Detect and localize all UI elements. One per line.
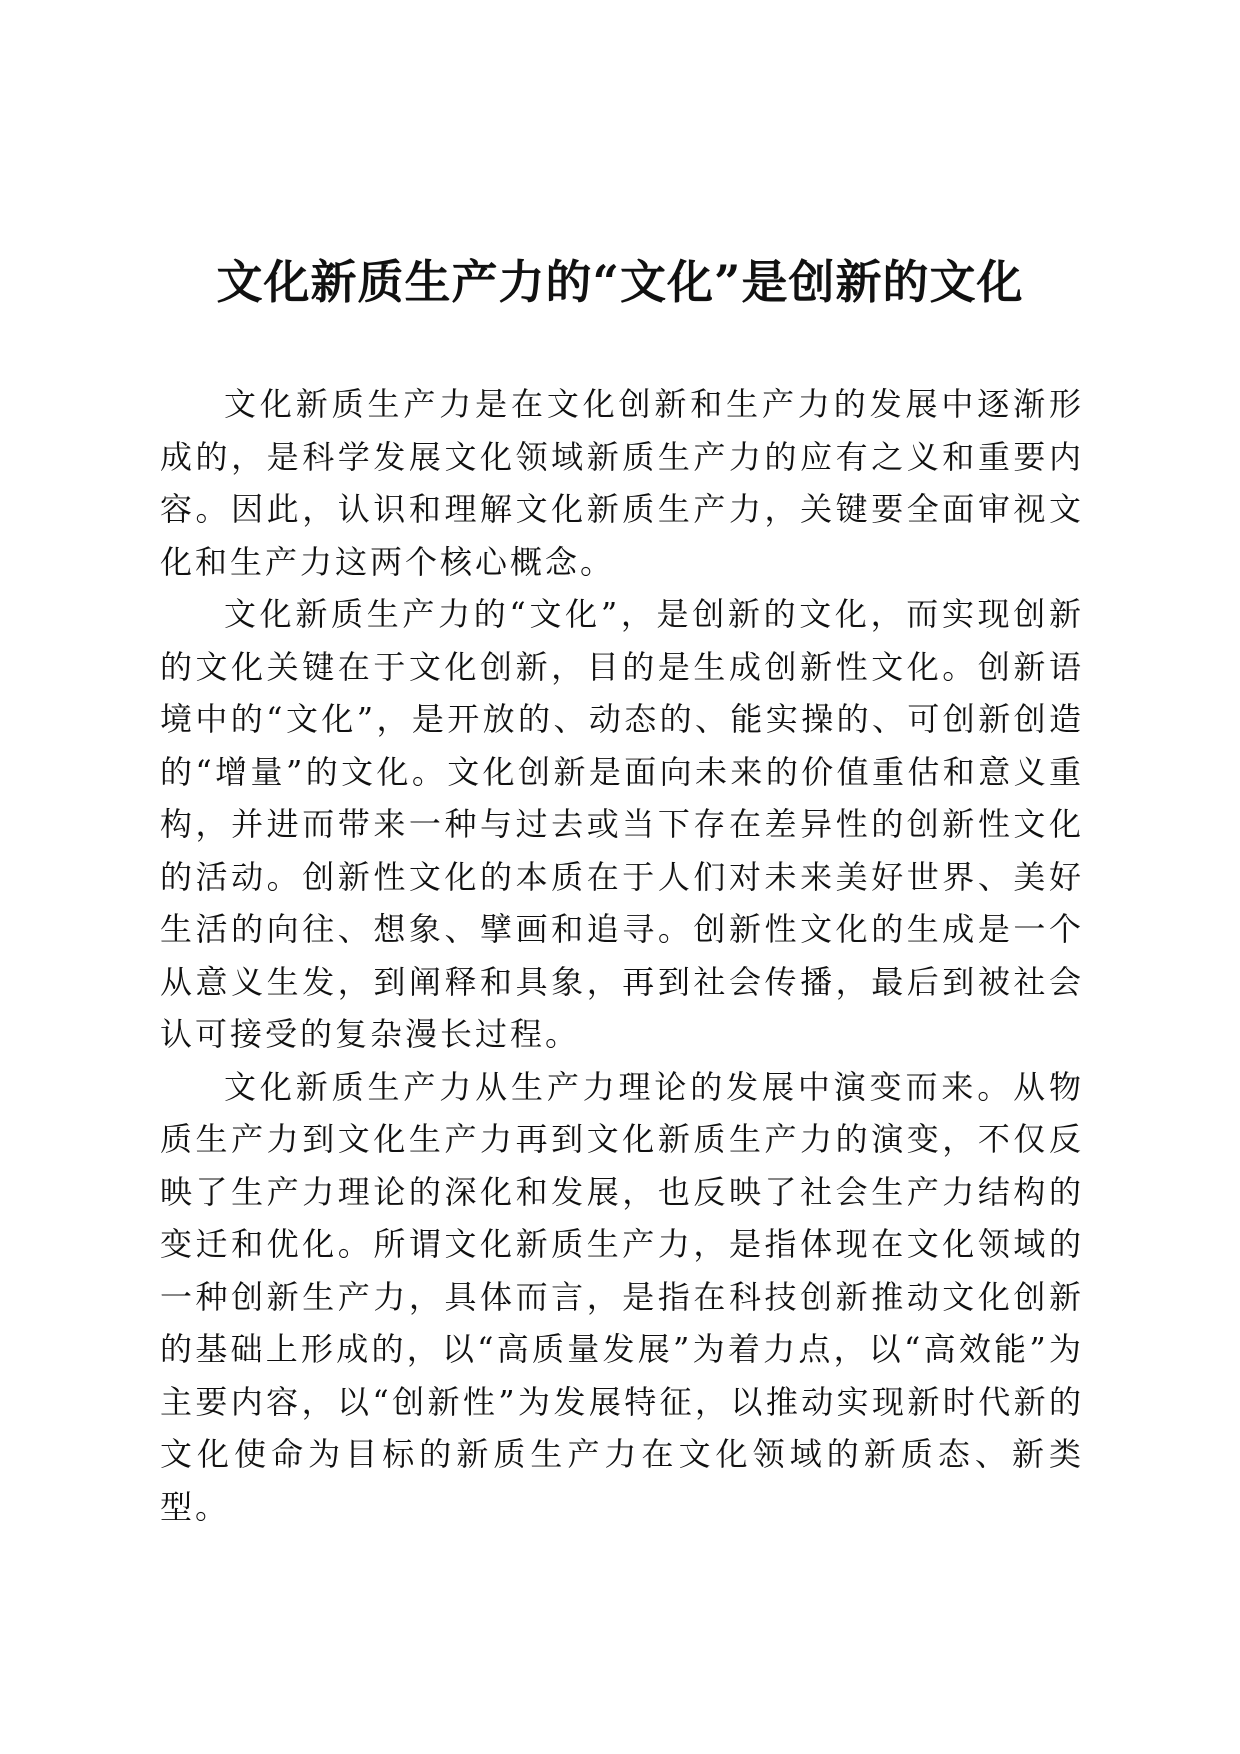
document-title: 文化新质生产力的“文化”是创新的文化 xyxy=(216,255,1024,309)
body-paragraph: 文化新质生产力从生产力理论的发展中演变而来。从物质生产力到文化生产力再到文化新质生产力的演变，不仅反映了生产力理论的深化和发展，也反映了社会生产力结构的变迁和优化。所谓文化新质生产力，是指体现在文化领域的一种创新生产力，具体而言，是指在科技创新推动文化创新的基础上形成的，以“高质量发展”为着力点，以“高效能”为主要内容，以“创新性”为发展特征，以推动实现新时代新的文化使命为目标的新质生产力在文化领域的新质态、新类型。 xyxy=(160,1067,1084,1526)
body-paragraph: 文化新质生产力是在文化创新和生产力的发展中逐渐形成的，是科学发展文化领域新质生产力的应有之义和重要内容。因此，认识和理解文化新质生产力，关键要全面审视文化和生产力这两个核心概念。 xyxy=(160,385,1084,581)
body-paragraph: 文化新质生产力的“文化”，是创新的文化，而实现创新的文化关键在于文化创新，目的是生成创新性文化。创新语境中的“文化”，是开放的、动态的、能实操的、可创新创造的“增量”的文化。文化创新是面向未来的价值重估和意义重构，并进而带来一种与过去或当下存在差异性的创新性文化的活动。创新性文化的本质在于人们对未来美好世界、美好生活的向往、想象、擘画和追寻。创新性文化的生成是一个从意义生发，到阐释和具象，再到社会传播，最后到被社会认可接受的复杂漫长过程。 xyxy=(160,595,1084,1053)
document-body xyxy=(160,378,1084,1533)
